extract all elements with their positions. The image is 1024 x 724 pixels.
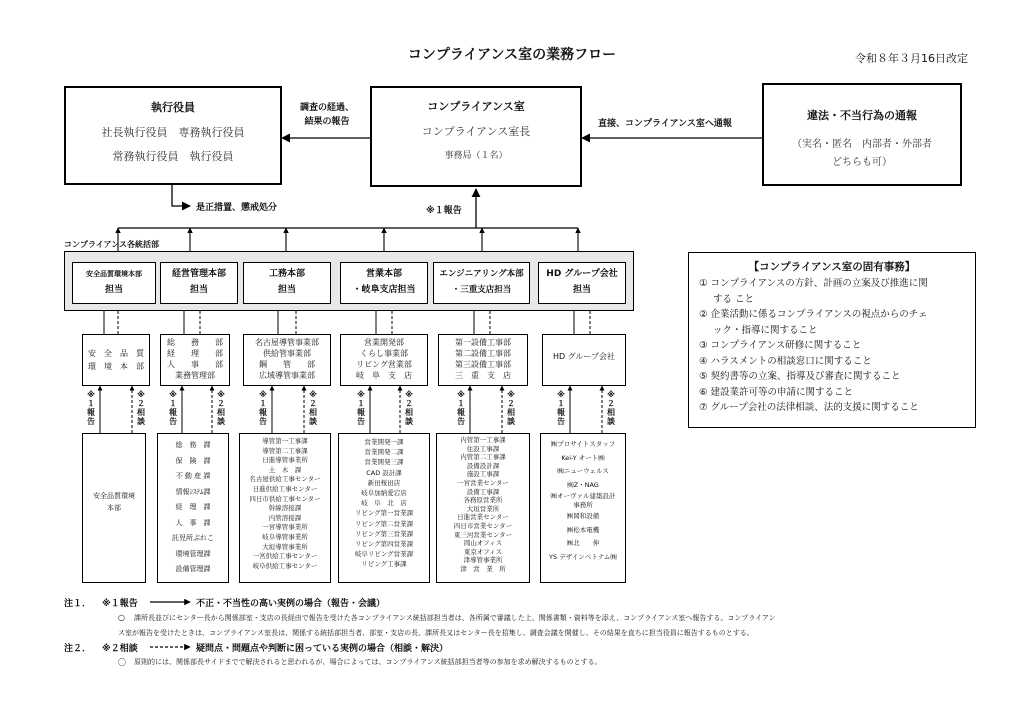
- unit-item: 名古屋供給工事センター: [249, 475, 321, 484]
- unit-item: 環境管理課: [175, 549, 211, 558]
- unit-item: 四日市供給工事センター: [249, 494, 321, 503]
- unit-item: ㈱松本電機: [566, 525, 600, 534]
- note2-arrow-text: 疑問点・問題点や判断に困っている実例の場合（相談・解決）: [196, 644, 449, 654]
- vlabel-report-sales: ※ １ 報 告: [357, 390, 365, 426]
- unit-item: 安全品質環境: [93, 492, 135, 500]
- unit-item: 人 事 課: [175, 518, 211, 527]
- executives-box: [64, 86, 282, 185]
- sub-ew-line4: 広域導管事業部: [259, 371, 315, 380]
- sub-engineering-works: [243, 334, 331, 386]
- unit-item: 岡山オフィス: [463, 539, 503, 548]
- unit-item: 導管第二工事課: [262, 446, 308, 455]
- duty-item-1: ① コンプライアンスの方針、計画の立案及び推進に関: [699, 278, 928, 289]
- units-engineering-works: [239, 433, 331, 583]
- executives-title: 執行役員: [151, 101, 195, 114]
- vlabel-consult-sales: ※ ２ 相 談: [405, 390, 413, 426]
- unit-item: 託児所ぷれこ: [172, 534, 214, 542]
- unit-item: YS デザインベトナム㈱: [549, 552, 617, 561]
- unit-item: 日進供給工事センター: [252, 484, 318, 493]
- unit-item: 導管第一工事課: [262, 437, 308, 445]
- unit-item: 岐阜リビング営業課: [354, 550, 414, 559]
- dept-sales: [340, 262, 428, 304]
- duty-item-6: ⑥ 建設業許可等の申請に関すること: [699, 386, 854, 398]
- investigation-label-line1: 調査の経過、: [299, 103, 354, 113]
- unit-item: リビング第三営業課: [354, 529, 414, 538]
- unit-item: 本部: [107, 504, 121, 512]
- compliance-office-box: [370, 86, 582, 187]
- unit-item: 日進営業センター: [457, 513, 509, 522]
- unit-item: ㈱プロサイトスタッフ: [550, 440, 616, 448]
- vlabel-report-mgmt: ※ １ 報 告: [169, 390, 177, 426]
- dept-engineering: [433, 262, 530, 304]
- corrective-label: 是正措置、懲戒処分: [196, 203, 278, 213]
- sub-management-line1: 総 務 部: [167, 338, 223, 347]
- note1-key: ※１報告: [102, 599, 138, 609]
- unit-item: 津 営 業 所: [460, 564, 506, 573]
- unit-item: 日進導管事業所: [262, 456, 308, 465]
- unit-item: 内管溶接課: [268, 513, 302, 522]
- units-sales: [338, 433, 430, 583]
- vlabel-consult-ew: ※ ２ 相 談: [309, 390, 317, 426]
- page-title: コンプライアンス室の業務フロー: [407, 47, 617, 63]
- executives-line2: 常務執行役員 執行役員: [112, 150, 234, 163]
- dept-sales-name: 営業本部: [365, 269, 402, 279]
- unit-item: リビング第一営業課: [354, 509, 414, 518]
- duty-item-3: ③ コンプライアンス研修に関すること: [699, 340, 862, 351]
- note1-body-line2: ス室が報告を受けたときは、コンプライアンス室長は、関係する統括部担当者、部室・支店の長、課所長又はセンター長を招集し、調査会議を開催し、その結果を直ちに担当役員に報告するものとする。: [118, 629, 754, 637]
- unit-item: 土 木 課: [268, 465, 302, 474]
- sub-eng-line2: 第二設備工事部: [455, 349, 511, 358]
- compliance-secretariat: 事務局（１名）: [444, 151, 508, 161]
- vlabel-consult-safety: ※ ２ 相 談: [137, 390, 145, 426]
- sub-sales: [340, 334, 428, 386]
- unit-item: 事務所: [573, 501, 593, 509]
- dept-hd-group-name: HD グループ会社: [546, 269, 618, 279]
- sub-sales-line2: くらし事業部: [360, 349, 408, 358]
- sub-eng-line1: 第一設備工事部: [455, 338, 511, 347]
- dept-engineering-role: ・三重支店担当: [451, 285, 512, 295]
- sub-hd-group: [542, 334, 626, 386]
- report-source-line2: どちらも可）: [832, 157, 892, 168]
- note2-body: 原則的には、関係部長サイドまでで解決されると思われるが、場合によっては、コンプライアンス統括部担当者等の参加を求め解決するものとする。: [134, 658, 602, 666]
- unit-item: CAD 設計課: [366, 468, 402, 477]
- unit-item: 一宮導管事業所: [262, 523, 308, 532]
- unit-item: 岐阜導管事業所: [262, 532, 308, 541]
- note1-label: 注１．: [64, 599, 92, 609]
- sub-safety-line1: 安 全 品 質: [88, 349, 144, 358]
- unit-item: 岐阜加納愛宕店: [361, 489, 407, 498]
- unit-item: 情報ｼｽﾃﾑ課: [175, 487, 211, 496]
- duty-item-2-cont: ック・指導に関すること: [713, 324, 818, 336]
- unit-item: 設備管理課: [175, 565, 211, 573]
- unit-item: リビング第四営業課: [354, 540, 414, 549]
- report-source-title: 違法・不当行為の通報: [807, 109, 917, 122]
- units-hd-group: [540, 433, 626, 583]
- dept-safety: [72, 262, 156, 304]
- report-source-box: [762, 83, 962, 186]
- duty-item-5: ⑤ 契約書等の立案、指導及び審査に関すること: [699, 371, 901, 382]
- unit-item: 保 険 課: [175, 456, 211, 465]
- sub-ew-line2: 供給管事業部: [263, 349, 311, 358]
- arrow-corrective: [172, 185, 190, 206]
- unit-item: 不 動 産 課: [175, 472, 211, 480]
- sub-safety: [82, 334, 150, 386]
- dept-safety-role: 担当: [104, 285, 123, 295]
- unit-item: Kei-Y オート㈱: [561, 453, 605, 462]
- investigation-label: [290, 101, 364, 129]
- sub-management-line2: 経 理 部: [167, 349, 223, 358]
- unit-item: 施設工事課: [466, 470, 500, 479]
- dept-engineering-works-role: 担当: [277, 285, 296, 295]
- unit-item: 総 務 課: [175, 441, 211, 449]
- note1-arrow-text: 不正・不当性の高い実例の場合（報告・会議）: [196, 599, 386, 609]
- sub-eng-line3: 第三設備工事部: [455, 360, 511, 369]
- unit-item: リビング工事課: [361, 560, 407, 569]
- duties-title: 【コンプライアンス室の固有事務】: [748, 261, 916, 273]
- unit-item: 内管第二工事課: [460, 453, 506, 462]
- sub-sales-line1: 営業開発部: [364, 338, 404, 347]
- vlabel-consult-hd: ※ ２ 相 談: [607, 390, 615, 426]
- unit-item: 一宮営業センター: [457, 478, 509, 487]
- unit-item: ㈱岡和設備: [566, 512, 600, 520]
- dept-engineering-works-name: 工務本部: [268, 269, 305, 279]
- dept-sales-role: ・岐阜支店担当: [352, 285, 416, 295]
- unit-item: 岐阜供給工事センター: [252, 561, 318, 570]
- dept-management-role: 担当: [189, 285, 208, 295]
- unit-item: 津導管事業所: [463, 556, 503, 565]
- sub-management-line4: 業務管理部: [175, 371, 215, 380]
- sub-safety-line2: 環 境 本 部: [88, 362, 144, 371]
- dept-management-name: 経営管理本部: [171, 269, 226, 279]
- units-management: [157, 433, 229, 583]
- unit-item: 新田桜田店: [367, 478, 401, 487]
- duties-box: [688, 252, 976, 428]
- dept-hd-group: [538, 262, 626, 304]
- vlabel-report-hd: ※ １ 報 告: [557, 390, 565, 426]
- duty-item-1-cont: する こと: [713, 293, 755, 305]
- sub-management: [160, 334, 230, 386]
- unit-item: ㈱Z・NAG: [567, 480, 599, 489]
- unit-item: 大垣導管事業所: [262, 542, 308, 551]
- unit-item: 営業開発二課: [364, 448, 404, 457]
- unit-item: 四日市営業センター: [453, 521, 513, 530]
- vlabel-report-ew: ※ １ 報 告: [259, 390, 267, 426]
- sub-sales-line4: 岐 阜 支 店: [356, 371, 412, 380]
- note2-bullet: 〇: [118, 658, 126, 667]
- unit-item: 東京オフィス: [463, 547, 503, 556]
- vlabel-consult-eng: ※ ２ 相 談: [507, 390, 515, 426]
- note1-bullet: ○: [118, 613, 125, 622]
- unit-item: 大垣営業所: [466, 504, 500, 513]
- unit-item: 営業開発一課: [364, 438, 404, 446]
- sub-ew-line1: 名古屋導管事業部: [255, 338, 319, 347]
- dept-engineering-name: エンジニアリング本部: [439, 269, 524, 279]
- unit-item: 経 理 課: [175, 503, 211, 511]
- unit-item: 設備設計課: [466, 461, 500, 470]
- unit-item: 設備工事課: [466, 487, 500, 496]
- unit-item: ㈱オーヴァル建築設計: [550, 492, 616, 500]
- vlabel-report-eng: ※ １ 報 告: [457, 390, 465, 426]
- unit-item: 岐 阜 北 店: [361, 499, 407, 508]
- sub-management-line3: 人 事 部: [167, 360, 223, 369]
- sub-sales-line3: リビング営業部: [356, 360, 412, 369]
- unit-item: ㈱北 伸: [566, 539, 600, 547]
- sub-ew-line3: 鋼 管 部: [259, 360, 315, 369]
- executives-line1: 社長執行役員 専務執行役員: [101, 126, 245, 139]
- duty-item-7: ⑦ グループ会社の法律相談、法的支援に関すること: [699, 402, 919, 413]
- revision-date: 令和８年３月16日改定: [855, 52, 968, 65]
- group-label: コンプライアンス各統括部: [64, 240, 159, 249]
- dept-engineering-works: [243, 262, 331, 304]
- dept-management: [160, 262, 238, 304]
- units-engineering: [436, 433, 530, 583]
- unit-item: 東三河営業センター: [453, 530, 513, 539]
- report-source-line1: （実名・匿名 内部者・外部者: [792, 139, 932, 150]
- note1-body-line1: 課所長並びにセンター長から関係部室・支店の長経由で報告を受けた各コンプライアンス統括部担当者は、各所属で審議した上、関係書類・資料等を添え、コンプライアンス室へ報告する。コンプライアン: [134, 614, 776, 622]
- unit-item: 一宮供給工事センター: [252, 552, 318, 561]
- note2-key: ※２相談: [102, 644, 138, 654]
- duty-item-2: ② 企業活動に係るコンプライアンスの視点からのチェ: [699, 309, 928, 320]
- vlabel-report-safety: ※ １ 報 告: [87, 390, 95, 426]
- unit-item: ㈱ニューウェルス: [557, 467, 609, 475]
- dept-safety-name: 安全品質環境本部: [86, 270, 142, 278]
- vlabel-consult-mgmt: ※ ２ 相 談: [217, 390, 225, 426]
- direct-report-label: 直接、コンプライアンス室へ通報: [598, 119, 732, 129]
- unit-item: 住設工事課: [466, 444, 500, 453]
- dept-hd-group-role: 担当: [572, 285, 591, 295]
- investigation-label-line2: 結果の報告: [304, 117, 350, 127]
- unit-item: リビング第二営業課: [354, 519, 414, 528]
- unit-item: 各務原営業所: [463, 496, 503, 505]
- duty-item-4: ④ ハラスメントの相談窓口に関すること: [699, 355, 872, 367]
- unit-item: 幹線溶接課: [268, 504, 302, 513]
- units-safety: [82, 433, 146, 583]
- sub-hd-line1: HD グループ会社: [552, 352, 616, 361]
- note2-label: 注２．: [64, 644, 92, 654]
- compliance-office-head: コンプライアンス室長: [421, 125, 531, 138]
- report1-label: ※１報告: [426, 206, 462, 216]
- unit-item: 内管第一工事課: [460, 436, 506, 444]
- compliance-office-title: コンプライアンス室: [427, 100, 525, 113]
- sub-engineering: [438, 334, 528, 386]
- unit-item: 営業開発三課: [364, 458, 404, 467]
- sub-eng-line4: 三 重 支 店: [455, 371, 511, 380]
